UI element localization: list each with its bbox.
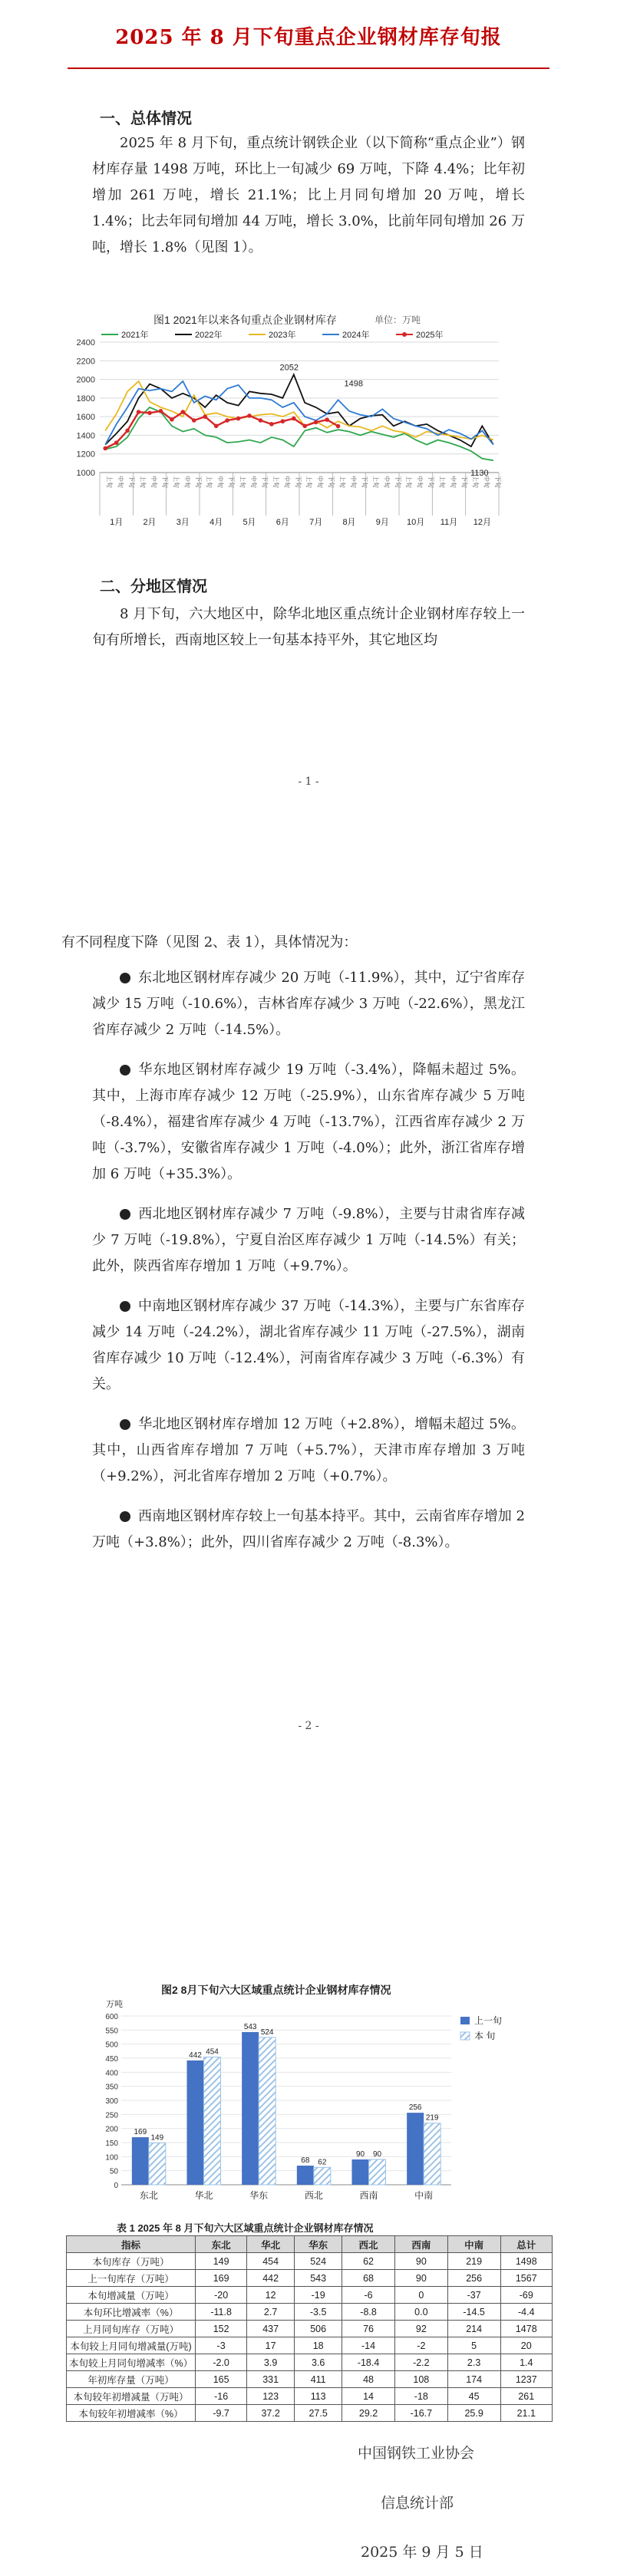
x-tick-label: 上旬: [305, 476, 313, 488]
table-cell: 123: [247, 2388, 295, 2405]
y-tick-label: 2000: [76, 375, 95, 385]
data-point-2025: [181, 410, 186, 414]
table-cell: 256: [447, 2270, 500, 2287]
section2-intro-text-1: 8 月下旬，六大地区中，除华北地区重点统计企业钢材库存较上一旬有所增长，西南地区较上一旬基本持平外，其它地区均: [92, 606, 525, 648]
table-header-row: [67, 2236, 553, 2253]
x-tick-label: 中旬: [283, 476, 291, 488]
table-cell: 261: [500, 2388, 552, 2405]
table-row: [67, 2371, 553, 2388]
x-tick-label: 中旬: [383, 476, 391, 488]
category-label: 西南: [359, 2190, 378, 2201]
x-tick-label: 下旬: [228, 476, 236, 488]
x-tick-label: 上旬: [438, 476, 446, 488]
table-row: [67, 2304, 553, 2321]
category-label: 中南: [414, 2190, 434, 2201]
table-cell: 48: [342, 2371, 395, 2388]
x-tick-label: 下旬: [493, 476, 501, 488]
month-label: 6月: [276, 518, 289, 527]
table-row-label: 本旬较上月同旬增减量(万吨): [67, 2337, 196, 2354]
bar-current: [424, 2123, 440, 2185]
table-cell: 2.3: [447, 2354, 500, 2371]
x-tick-label: 中旬: [416, 476, 424, 488]
table-cell: 0: [394, 2287, 447, 2304]
table-cell: -9.7: [196, 2405, 247, 2422]
data-point-2025: [103, 446, 107, 451]
x-tick-label: 上旬: [405, 476, 413, 488]
legend-label: 2021年: [121, 331, 149, 340]
table-cell: 92: [394, 2321, 447, 2337]
annotation-min: 1130: [470, 469, 489, 479]
bar-prev: [187, 2060, 204, 2185]
bullet-northeast: 东北地区钢材库存减少 20 万吨（-11.9%），其中，辽宁省库存减少 15 万吨（-10.6%），吉林省库存减少 3 万吨（-22.6%），黑龙江省库存减少 2 万吨（-14.5%）。: [92, 970, 525, 1038]
data-point-2025: [281, 419, 285, 423]
bullet-east: 华东地区钢材库存减少 19 万吨（-3.4%），降幅未超过 5%。其中，上海市库存减少 12 万吨（-25.9%），山东省库存减少 5 万吨（-8.4%），福建省库存减少 4 万吨（-13.7%），江西省库存减少 2 万吨（-3.7%），安徽省库存减少 1 万吨（-4.0%）；此外，浙江省库存增加 6 万吨（+35.3%）。: [92, 1062, 525, 1182]
bullet-item: [92, 965, 525, 1043]
table-row-label: 年初库存量（万吨）: [67, 2371, 196, 2388]
table-cell: 454: [247, 2253, 295, 2270]
data-point-2025: [147, 410, 152, 415]
bar-value-label: 62: [318, 2158, 327, 2167]
y-tick-label: 100: [105, 2153, 118, 2163]
table-row: [67, 2337, 553, 2354]
y-tick-label: 200: [105, 2125, 118, 2134]
category-label: 华东: [249, 2190, 269, 2201]
table-cell: 1237: [500, 2371, 552, 2388]
table-cell: 17: [247, 2337, 295, 2354]
month-label: 2月: [143, 518, 157, 527]
data-point-2025: [170, 417, 174, 422]
data-point-2025: [259, 418, 263, 423]
bar-current: [369, 2159, 386, 2185]
bar-prev: [242, 2032, 259, 2185]
data-point-2025: [214, 423, 219, 428]
x-tick-label: 上旬: [371, 476, 379, 488]
table-cell: -16.7: [394, 2405, 447, 2422]
table-cell: 506: [295, 2321, 342, 2337]
section2-intro-text-2: 有不同程度下降（见图 2、表 1），具体情况为：: [61, 934, 358, 950]
table-row-label: 上月同旬库存（万吨）: [67, 2321, 196, 2337]
x-tick-label: 上旬: [206, 476, 213, 488]
data-point-2025: [159, 409, 163, 413]
y-tick-label: 1200: [76, 450, 95, 460]
table-cell: -14: [342, 2337, 395, 2354]
y-tick-label: 1000: [76, 469, 95, 478]
table-header-cell: 东北: [196, 2236, 247, 2253]
page-number-2: - 2 -: [298, 1720, 319, 1732]
table-row-label: 本旬较年初增减率（%）: [67, 2405, 196, 2422]
table-cell: 25.9: [447, 2405, 500, 2422]
table-cell: 5: [447, 2337, 500, 2354]
x-tick-label: 上旬: [172, 476, 180, 488]
bar-value-label: 169: [134, 2128, 147, 2137]
table-cell: 1478: [500, 2321, 552, 2337]
bullet-north: 华北地区钢材库存增加 12 万吨（+2.8%），增幅未超过 5%。其中，山西省库存增加 7 万吨（+5.7%），天津市库存增加 3 万吨（+9.2%），河北省库存增加 2 万吨（+0.7%）。: [92, 1416, 525, 1484]
table-cell: -3: [196, 2337, 247, 2354]
bullet-dot-icon: [120, 973, 130, 983]
data-point-2025: [336, 424, 341, 429]
y-tick-label: 350: [105, 2083, 118, 2092]
bar-value-label: 442: [189, 2051, 202, 2060]
month-label: 12月: [473, 518, 491, 527]
table-cell: 14: [342, 2388, 395, 2405]
bullet-central-south: 中南地区钢材库存减少 37 万吨（-14.3%），主要与广东省库存减少 14 万吨（-24.2%），湖北省库存减少 11 万吨（-27.5%），湖南省库存减少 10 万吨（-12.4%），河南省库存减少 3 万吨（-6.3%）有关。: [92, 1298, 525, 1392]
x-tick-label: 下旬: [194, 476, 202, 488]
data-point-2025: [137, 410, 141, 414]
bar-prev: [352, 2159, 369, 2185]
x-tick-label: 中旬: [350, 476, 357, 488]
section2-intro-2: [61, 930, 525, 964]
bar-value-label: 219: [425, 2113, 439, 2123]
table-cell: 1567: [500, 2270, 552, 2287]
table-cell: 149: [196, 2253, 247, 2270]
table-cell: -11.8: [196, 2304, 247, 2321]
table-cell: 543: [295, 2270, 342, 2287]
bullet-dot-icon: [120, 1065, 130, 1076]
table-cell: 411: [295, 2371, 342, 2388]
x-tick-label: 中旬: [450, 476, 457, 488]
month-label: 1月: [110, 518, 124, 527]
table-row-label: 本旬增减量（万吨）: [67, 2287, 196, 2304]
table-cell: -3.5: [295, 2304, 342, 2321]
x-tick-label: 上旬: [338, 476, 346, 488]
table-cell: 20: [500, 2337, 552, 2354]
category-label: 东北: [139, 2190, 158, 2201]
y-tick-label: 0: [114, 2182, 118, 2190]
bar-prev: [132, 2137, 149, 2185]
x-tick-label: 中旬: [183, 476, 191, 488]
fig1-title: 图1 2021年以来各旬重点企业钢材库存: [153, 314, 337, 326]
month-label: 10月: [407, 518, 425, 527]
table-cell: -18: [394, 2388, 447, 2405]
table-cell: 27.5: [295, 2405, 342, 2422]
bar-current: [259, 2037, 276, 2185]
x-tick-label: 中旬: [316, 476, 324, 488]
y-tick-label: 2400: [76, 338, 95, 348]
table-cell: -20: [196, 2287, 247, 2304]
x-tick-label: 下旬: [394, 476, 401, 488]
table1: [66, 2235, 553, 2422]
table-cell: 152: [196, 2321, 247, 2337]
bullet-northwest: 西北地区钢材库存减少 7 万吨（-9.8%），主要与甘肃省库存减少 7 万吨（-19.8%），宁夏自治区库存减少 1 万吨（-14.5%）有关；此外，陕西省库存增加 1 万吨（+9.7%）。: [92, 1206, 525, 1274]
table-cell: -8.8: [342, 2304, 395, 2321]
bar-value-label: 68: [301, 2156, 310, 2166]
table-cell: 37.2: [247, 2405, 295, 2422]
table-cell: -19: [295, 2287, 342, 2304]
fig1-unit: 单位：万吨: [374, 315, 421, 325]
x-tick-label: 下旬: [161, 476, 169, 488]
x-tick-label: 上旬: [139, 476, 147, 488]
bar-prev: [297, 2166, 314, 2185]
table-cell: -16: [196, 2388, 247, 2405]
table-row-label: 上一旬库存（万吨）: [67, 2270, 196, 2287]
table-cell: 113: [295, 2388, 342, 2405]
region-bullets: [92, 965, 525, 1570]
bullet-dot-icon: [120, 1511, 130, 1522]
table-cell: 1.4: [500, 2354, 552, 2371]
table-header-cell: 西南: [394, 2236, 447, 2253]
x-tick-label: 中旬: [117, 476, 124, 488]
table-cell: 331: [247, 2371, 295, 2388]
data-point-2025: [269, 422, 274, 427]
bar-value-label: 543: [243, 2022, 257, 2031]
table1-title: 表 1 2025 年 8 月下旬六大区域重点统计企业钢材库存情况: [117, 2222, 374, 2234]
table-cell: 76: [342, 2321, 395, 2337]
y-tick-label: 150: [105, 2140, 118, 2148]
table-cell: 169: [196, 2270, 247, 2287]
table-row: [67, 2388, 553, 2405]
y-tick-label: 250: [105, 2111, 118, 2120]
table-row: [67, 2270, 553, 2287]
y-tick-label: 400: [105, 2069, 118, 2078]
x-tick-label: 下旬: [294, 476, 302, 488]
table-cell: 90: [394, 2270, 447, 2287]
x-tick-label: 上旬: [471, 476, 479, 488]
x-tick-label: 中旬: [216, 476, 224, 488]
y-tick-label: 450: [105, 2055, 118, 2064]
month-label: 7月: [309, 518, 323, 527]
legend-label: 本 旬: [474, 2031, 496, 2041]
table-cell: 0.0: [394, 2304, 447, 2321]
table-cell: 90: [394, 2253, 447, 2270]
bullet-southwest: 西南地区钢材库存较上一旬基本持平。其中，云南省库存增加 2 万吨（+3.8%）；此外，四川省库存减少 2 万吨（-8.3%）。: [92, 1508, 525, 1550]
y-tick-label: 550: [105, 2027, 118, 2036]
bar-value-label: 149: [150, 2133, 164, 2143]
bullet-dot-icon: [120, 1419, 130, 1430]
legend-label: 2025年: [416, 331, 444, 340]
table-row: [67, 2321, 553, 2337]
data-point-2025: [125, 429, 130, 433]
month-label: 11月: [440, 518, 458, 527]
section1-heading: 一、总体情况: [100, 109, 192, 127]
table-cell: 21.1: [500, 2405, 552, 2422]
x-tick-label: 中旬: [483, 476, 490, 488]
y-tick-label: 300: [105, 2097, 118, 2106]
bar-value-label: 524: [260, 2028, 274, 2037]
x-tick-label: 上旬: [106, 476, 114, 488]
y-tick-label: 2200: [76, 357, 95, 367]
table-cell: 2.7: [247, 2304, 295, 2321]
bullet-item: [92, 1057, 525, 1188]
table-cell: 165: [196, 2371, 247, 2388]
legend-swatch: [460, 2017, 470, 2024]
legend-marker-2025: [402, 332, 407, 337]
bullet-item: [92, 1504, 525, 1556]
x-tick-label: 下旬: [328, 476, 335, 488]
x-tick-label: 中旬: [150, 476, 157, 488]
bar-current: [314, 2167, 331, 2185]
bar-prev: [407, 2113, 424, 2185]
x-tick-label: 下旬: [128, 476, 136, 488]
table-cell: -69: [500, 2287, 552, 2304]
table-row-label: 本旬环比增减率（%）: [67, 2304, 196, 2321]
table-header-cell: 指标: [67, 2236, 196, 2253]
table-cell: -4.4: [500, 2304, 552, 2321]
x-tick-label: 下旬: [427, 476, 435, 488]
legend-label: 2022年: [195, 331, 223, 340]
table-header-cell: 华北: [247, 2236, 295, 2253]
table-header-cell: 中南: [447, 2236, 500, 2253]
data-point-2025: [314, 420, 318, 425]
table-cell: 214: [447, 2321, 500, 2337]
signature-date: 2025 年 9 月 5 日: [361, 2544, 483, 2561]
table-row-label: 本旬较上月同旬增减率（%）: [67, 2354, 196, 2371]
legend-label: 2024年: [342, 331, 370, 340]
data-point-2025: [225, 418, 229, 423]
x-tick-label: 下旬: [460, 476, 468, 488]
y-tick-label: 1800: [76, 394, 95, 404]
fig1-line-chart: [61, 328, 514, 558]
table-row: [67, 2287, 553, 2304]
table-cell: 3.9: [247, 2354, 295, 2371]
y-tick-label: 1400: [76, 431, 95, 441]
table-row-label: 本旬库存（万吨）: [67, 2253, 196, 2270]
table-body: [67, 2253, 553, 2422]
fig2-bar-chart: [91, 1996, 536, 2219]
bullet-item: [92, 1201, 525, 1280]
data-point-2025: [236, 417, 241, 421]
table-cell: 442: [247, 2270, 295, 2287]
y-tick-label: 500: [105, 2041, 118, 2050]
bullet-item: [92, 1412, 525, 1490]
table-cell: 219: [447, 2253, 500, 2270]
table-row: [67, 2405, 553, 2422]
month-label: 4月: [210, 518, 223, 527]
table-cell: 45: [447, 2388, 500, 2405]
bar-value-label: 454: [206, 2047, 219, 2057]
table-cell: 3.6: [295, 2354, 342, 2371]
table-header-cell: 华东: [295, 2236, 342, 2253]
bullet-item: [92, 1293, 525, 1398]
table-cell: -2.2: [394, 2354, 447, 2371]
legend-label: 2023年: [269, 331, 296, 340]
table-cell: 174: [447, 2371, 500, 2388]
data-point-2025: [192, 418, 196, 423]
x-tick-label: 中旬: [250, 476, 257, 488]
table-cell: -18.4: [342, 2354, 395, 2371]
annotation-latest: 1498: [344, 379, 364, 389]
bar-value-label: 256: [408, 2103, 422, 2113]
section1-paragraph: 2025 年 8 月下旬，重点统计钢铁企业（以下简称“重点企业”）钢材库存量 1498 万吨，环比上一旬减少 69 万吨，下降 4.4%；比年初增加 261 万吨，增长 21.1%；比上月同旬增加 20 万吨，增长 1.4%；比去年同旬增加 44 万吨，增长 3.0%，比前年同旬增加 26 万吨，增长 1.8%（见图 1）。: [92, 135, 525, 255]
y-tick-label: 50: [109, 2167, 118, 2176]
bar-value-label: 90: [372, 2150, 382, 2159]
bullet-dot-icon: [120, 1301, 130, 1312]
table-cell: -2: [394, 2337, 447, 2354]
section2-intro-1: [92, 601, 525, 661]
table-cell: 1498: [500, 2253, 552, 2270]
y-tick-label: 1600: [76, 413, 95, 423]
table-header-cell: 总计: [500, 2236, 552, 2253]
legend-swatch: [460, 2032, 470, 2040]
month-label: 9月: [375, 518, 389, 527]
bar-current: [149, 2143, 166, 2185]
bullet-dot-icon: [120, 1209, 130, 1220]
table-cell: 62: [342, 2253, 395, 2270]
table-cell: 18: [295, 2337, 342, 2354]
x-tick-label: 下旬: [261, 476, 269, 488]
section2-heading: 二、分地区情况: [100, 577, 207, 595]
data-point-2025: [203, 414, 207, 419]
bar-value-label: 90: [355, 2150, 365, 2159]
data-point-2025: [325, 417, 329, 422]
category-label: 西北: [304, 2190, 323, 2201]
table-cell: 524: [295, 2253, 342, 2270]
x-tick-label: 下旬: [361, 476, 368, 488]
x-tick-label: 上旬: [239, 476, 246, 488]
x-tick-label: 上旬: [272, 476, 279, 488]
data-point-2025: [292, 417, 296, 421]
data-point-2025: [114, 440, 119, 445]
table-row: [67, 2354, 553, 2371]
y-tick-label: 600: [105, 2013, 118, 2021]
data-point-2025: [247, 413, 252, 418]
table-cell: 12: [247, 2287, 295, 2304]
table-row: [67, 2253, 553, 2270]
table-header-cell: 西北: [342, 2236, 395, 2253]
table-cell: -6: [342, 2287, 395, 2304]
table-cell: -14.5: [447, 2304, 500, 2321]
month-label: 3月: [176, 518, 190, 527]
bar-current: [204, 2057, 221, 2185]
category-label: 华北: [194, 2190, 213, 2201]
data-point-2025: [302, 423, 307, 428]
table-cell: 29.2: [342, 2405, 395, 2422]
y-axis-unit: 万吨: [106, 2000, 123, 2009]
table-cell: 108: [394, 2371, 447, 2388]
table-cell: 437: [247, 2321, 295, 2337]
title-divider: [68, 68, 549, 69]
legend-label: 上一旬: [474, 2015, 503, 2026]
report-title: 2025 年 8 月下旬重点企业钢材库存旬报: [115, 26, 502, 49]
signature-dept: 信息统计部: [381, 2495, 454, 2512]
section1-body: [92, 130, 525, 268]
month-label: 5月: [243, 518, 256, 527]
signature-org: 中国钢铁工业协会: [358, 2445, 475, 2462]
fig2-title: 图2 8月下旬六大区域重点统计企业钢材库存情况: [161, 1984, 391, 1996]
table-cell: -2.0: [196, 2354, 247, 2371]
page-number-1: - 1 -: [298, 776, 319, 788]
table-cell: 68: [342, 2270, 395, 2287]
table-row-label: 本旬较年初增减量（万吨）: [67, 2388, 196, 2405]
table-cell: -37: [447, 2287, 500, 2304]
month-label: 8月: [342, 518, 356, 527]
annotation-peak: 2052: [279, 363, 299, 373]
